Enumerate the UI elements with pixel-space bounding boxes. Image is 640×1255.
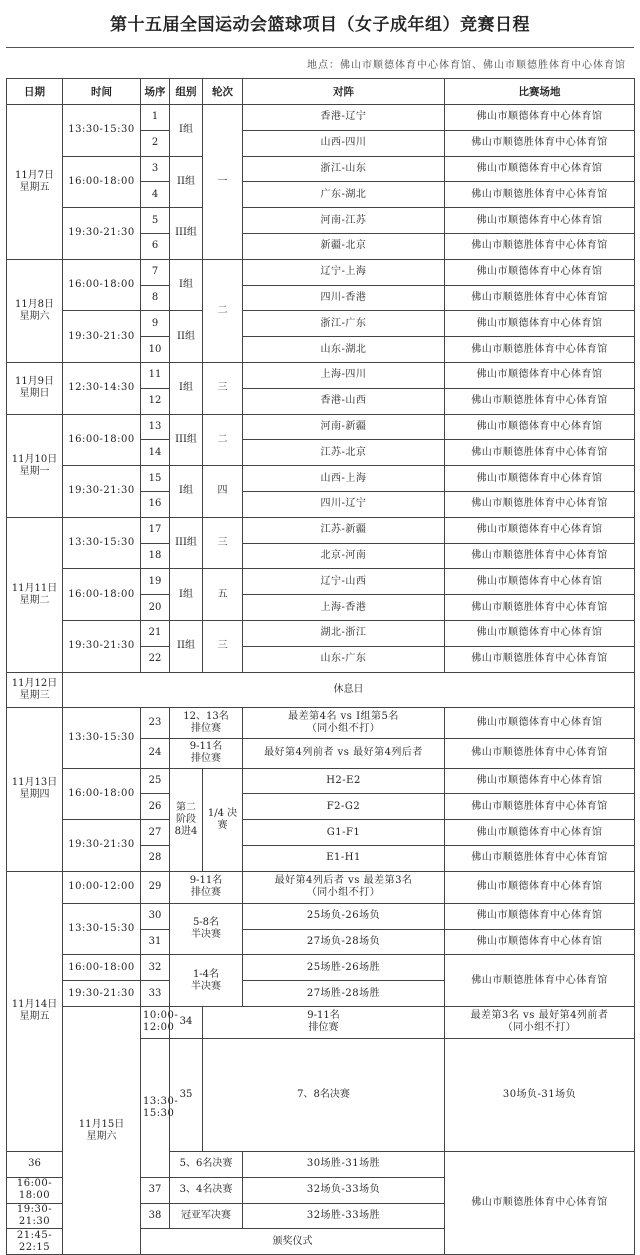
- venue-cell: 佛山市顺德胜体育中心体育馆: [445, 595, 635, 621]
- table-row: [7, 820, 635, 846]
- seq-cell: 19: [141, 569, 170, 595]
- group-cell: I组: [170, 362, 203, 414]
- location-note: 地点：佛山市顺德体育中心体育馆、佛山市顺德胜体育中心体育馆: [307, 60, 626, 71]
- time-cell: 16:00-18:00: [63, 569, 141, 621]
- seq-cell: 4: [141, 182, 170, 208]
- group-cell: I组: [170, 569, 203, 621]
- header-match: 对阵: [243, 79, 445, 105]
- time-cell: 13:30-15:30: [63, 707, 141, 768]
- stage-cell: 冠亚军决赛: [170, 1203, 243, 1229]
- match-cell: 香港-辽宁: [243, 105, 445, 131]
- table-row: [7, 105, 635, 131]
- seq-cell: 13: [141, 414, 170, 440]
- seq-cell: 14: [141, 440, 170, 466]
- venue-cell: 佛山市顺德体育中心体育馆: [445, 517, 635, 543]
- match-cell: 江苏-北京: [243, 440, 445, 466]
- venue-cell: 佛山市顺德胜体育中心体育馆: [445, 182, 635, 208]
- venue-cell: 佛山市顺德体育中心体育馆: [445, 105, 635, 131]
- match-cell: 27场胜-28场胜: [243, 981, 445, 1007]
- match-cell: 32场胜-33场胜: [243, 1203, 445, 1229]
- time-cell: 19:30-21:30: [63, 620, 141, 672]
- venue-cell: 佛山市顺德体育中心体育馆: [445, 414, 635, 440]
- venue-cell: 佛山市顺德体育中心体育馆: [445, 208, 635, 234]
- seq-cell: 15: [141, 466, 170, 492]
- round-cell: 二: [203, 259, 243, 362]
- seq-cell: 38: [141, 1203, 170, 1229]
- seq-cell: 2: [141, 130, 170, 156]
- date-cell: 11月15日 星期六: [63, 1006, 141, 1254]
- page-title: 第十五届全国运动会篮球项目（女子成年组）竞赛日程: [110, 15, 530, 35]
- venue-cell: 佛山市顺德胜体育中心体育馆: [445, 130, 635, 156]
- seq-cell: 27: [141, 820, 170, 846]
- table-row: [7, 156, 635, 182]
- venue-cell: 佛山市顺德胜体育中心体育馆: [445, 233, 635, 259]
- seq-cell: 7: [141, 259, 170, 285]
- venue-cell: 佛山市顺德体育中心体育馆: [445, 259, 635, 285]
- seq-cell: 12: [141, 388, 170, 414]
- venue-cell: 佛山市顺德体育中心体育馆: [445, 871, 635, 903]
- match-cell: 最好第4列后者 vs 最差第3名 （同小组不打）: [243, 871, 445, 903]
- header-group: 组别: [170, 79, 203, 105]
- time-cell: 19:30-21:30: [63, 981, 141, 1007]
- table-row: [7, 871, 635, 903]
- match-cell: 27场负-28场负: [243, 929, 445, 955]
- match-cell: 湖北-浙江: [243, 620, 445, 646]
- match-cell: 四川-香港: [243, 285, 445, 311]
- venue-cell: 佛山市顺德胜体育中心体育馆: [445, 646, 635, 672]
- venue-cell: 佛山市顺德胜体育中心体育馆: [445, 794, 635, 820]
- venue-cell: 佛山市顺德体育中心体育馆: [445, 820, 635, 846]
- stage-cell: 5-8名 半决赛: [170, 903, 243, 955]
- time-cell: 13:30-15:30: [63, 517, 141, 569]
- stage-cell: 3、4名决赛: [170, 1177, 243, 1203]
- group-cell: I组: [170, 105, 203, 157]
- header-date: 日期: [7, 79, 63, 105]
- stage-cell: 5、6名决赛: [170, 1151, 243, 1177]
- seq-cell: 28: [141, 845, 170, 871]
- match-cell: 河南-江苏: [243, 208, 445, 234]
- venue-cell: 佛山市顺德体育中心体育馆: [445, 156, 635, 182]
- match-cell: 最差第4名 vs I组第5名 （同小组不打）: [243, 707, 445, 738]
- time-cell: 19:30-21:30: [63, 311, 141, 363]
- match-cell: 30场胜-31场胜: [243, 1151, 445, 1177]
- time-cell: 10:00-12:00: [63, 871, 141, 903]
- round-cell: 三: [203, 620, 243, 672]
- match-cell: 32场负-33场负: [243, 1177, 445, 1203]
- match-cell: F2-G2: [243, 794, 445, 820]
- venue-cell: 佛山市顺德体育中心体育馆: [445, 903, 635, 929]
- ceremony-cell: 颁奖仪式: [141, 1229, 445, 1255]
- stage-cell: 12、13名 排位赛: [170, 707, 243, 738]
- time-cell: 19:30-21:30: [7, 1203, 63, 1229]
- seq-cell: 10: [141, 337, 170, 363]
- table-row: [7, 1006, 635, 1038]
- date-cell: 11月14日 星期五: [7, 871, 63, 1151]
- table-row: [7, 620, 635, 646]
- table-row: [7, 259, 635, 285]
- venue-cell: 佛山市顺德体育中心体育馆: [445, 768, 635, 794]
- table-row: [7, 414, 635, 440]
- match-cell: 30场负-31场负: [445, 1038, 635, 1151]
- round-cell: 三: [203, 517, 243, 569]
- divider: [6, 47, 634, 48]
- match-cell: 最差第3名 vs 最好第4列前者 （同小组不打）: [445, 1006, 635, 1038]
- match-cell: 北京-河南: [243, 543, 445, 569]
- seq-cell: 33: [141, 981, 170, 1007]
- match-cell: 辽宁-上海: [243, 259, 445, 285]
- match-cell: 四川-辽宁: [243, 491, 445, 517]
- venue-cell: 佛山市顺德胜体育中心体育馆: [445, 491, 635, 517]
- table-row: [7, 517, 635, 543]
- match-cell: 山东-湖北: [243, 337, 445, 363]
- time-cell: 16:00-18:00: [63, 156, 141, 208]
- group-cell: II组: [170, 311, 203, 363]
- seq-cell: 16: [141, 491, 170, 517]
- round-cell: 1/4 决 赛: [203, 768, 243, 871]
- group-cell: I组: [170, 259, 203, 311]
- seq-cell: 5: [141, 208, 170, 234]
- venue-cell: 佛山市顺德体育中心体育馆: [445, 311, 635, 337]
- match-cell: 山西-四川: [243, 130, 445, 156]
- time-cell: 19:30-21:30: [63, 820, 141, 872]
- schedule-table: [6, 78, 635, 1255]
- seq-cell: 21: [141, 620, 170, 646]
- date-cell: 11月13日 星期四: [7, 707, 63, 871]
- table-row: [7, 955, 635, 981]
- match-cell: 上海-香港: [243, 595, 445, 621]
- venue-cell: 佛山市顺德胜体育中心体育馆: [445, 285, 635, 311]
- time-cell: 16:00-18:00: [63, 768, 141, 820]
- venue-cell: 佛山市顺德胜体育中心体育馆: [445, 738, 635, 768]
- time-cell: 10:00-12:00: [141, 1006, 170, 1038]
- stage-cell: 9-11名 排位赛: [170, 871, 243, 903]
- table-row: [7, 311, 635, 337]
- venue-cell: 佛山市顺德胜体育中心体育馆: [445, 845, 635, 871]
- seq-cell: 32: [141, 955, 170, 981]
- seq-cell: 20: [141, 595, 170, 621]
- match-cell: 最好第4列前者 vs 最好第4列后者: [243, 738, 445, 768]
- table-row: [7, 768, 635, 794]
- date-cell: 11月8日 星期六: [7, 259, 63, 362]
- round-cell: 一: [203, 105, 243, 260]
- venue-cell: 佛山市顺德胜体育中心体育馆: [445, 955, 635, 1007]
- group-cell: II组: [170, 156, 203, 208]
- match-cell: E1-H1: [243, 845, 445, 871]
- header-seq: 场序: [141, 79, 170, 105]
- venue-cell: 佛山市顺德体育中心体育馆: [445, 620, 635, 646]
- seq-cell: 8: [141, 285, 170, 311]
- venue-cell: 佛山市顺德胜体育中心体育馆: [445, 388, 635, 414]
- time-cell: 12:30-14:30: [63, 362, 141, 414]
- time-cell: 21:45-22:15: [7, 1229, 63, 1255]
- round-cell: 二: [203, 414, 243, 466]
- time-cell: 13:30-15:30: [63, 903, 141, 955]
- table-row: [7, 208, 635, 234]
- venue-cell: 佛山市顺德体育中心体育馆: [445, 569, 635, 595]
- seq-cell: 6: [141, 233, 170, 259]
- stage-cell: 7、8名决赛: [203, 1038, 445, 1151]
- match-cell: 新疆-北京: [243, 233, 445, 259]
- seq-cell: 26: [141, 794, 170, 820]
- venue-cell: 佛山市顺德胜体育中心体育馆: [445, 337, 635, 363]
- seq-cell: 1: [141, 105, 170, 131]
- seq-cell: 25: [141, 768, 170, 794]
- seq-cell: 23: [141, 707, 170, 738]
- date-cell: 11月7日 星期五: [7, 105, 63, 260]
- seq-cell: 22: [141, 646, 170, 672]
- stage-cell: 第二 阶段 8进4: [170, 768, 203, 871]
- match-cell: 25场胜-26场胜: [243, 955, 445, 981]
- group-cell: II组: [170, 620, 203, 672]
- time-cell: 19:30-21:30: [63, 208, 141, 260]
- date-cell: 11月12日 星期三: [7, 672, 63, 707]
- rest-day-cell: 休息日: [63, 672, 635, 707]
- seq-cell: 34: [170, 1006, 203, 1038]
- table-row: [7, 466, 635, 492]
- venue-cell: 佛山市顺德体育中心体育馆: [445, 929, 635, 955]
- venue-cell: 佛山市顺德胜体育中心体育馆: [445, 440, 635, 466]
- venue-cell: 佛山市顺德胜体育中心体育馆: [445, 1151, 635, 1254]
- venue-cell: 佛山市顺德体育中心体育馆: [445, 362, 635, 388]
- match-cell: 浙江-广东: [243, 311, 445, 337]
- table-row: [7, 362, 635, 388]
- time-cell: 19:30-21:30: [63, 466, 141, 518]
- stage-cell: 9-11名 排位赛: [203, 1006, 445, 1038]
- seq-cell: 35: [170, 1038, 203, 1151]
- match-cell: 辽宁-山西: [243, 569, 445, 595]
- time-cell: 13:30-15:30: [63, 105, 141, 157]
- table-row: [7, 672, 635, 707]
- date-cell: 11月9日 星期日: [7, 362, 63, 414]
- group-cell: III组: [170, 208, 203, 260]
- time-cell: 16:00-18:00: [7, 1177, 63, 1203]
- group-cell: I组: [170, 466, 203, 518]
- header-round: 轮次: [203, 79, 243, 105]
- seq-cell: 18: [141, 543, 170, 569]
- stage-cell: 9-11名 排位赛: [170, 738, 243, 768]
- seq-cell: 37: [141, 1177, 170, 1203]
- time-cell: 13:30-15:30: [141, 1038, 170, 1177]
- match-cell: H2-E2: [243, 768, 445, 794]
- match-cell: 江苏-新疆: [243, 517, 445, 543]
- seq-cell: 24: [141, 738, 170, 768]
- header-row: [7, 79, 635, 105]
- group-cell: III组: [170, 517, 203, 569]
- time-cell: 16:00-18:00: [63, 414, 141, 466]
- date-cell: 11月11日 星期二: [7, 517, 63, 672]
- match-cell: G1-F1: [243, 820, 445, 846]
- group-cell: III组: [170, 414, 203, 466]
- time-cell: 16:00-18:00: [63, 259, 141, 311]
- time-cell: 16:00-18:00: [63, 955, 141, 981]
- seq-cell: 31: [141, 929, 170, 955]
- match-cell: 浙江-山东: [243, 156, 445, 182]
- match-cell: 广东-湖北: [243, 182, 445, 208]
- seq-cell: 36: [7, 1151, 63, 1177]
- seq-cell: 3: [141, 156, 170, 182]
- venue-cell: 佛山市顺德体育中心体育馆: [445, 466, 635, 492]
- header-venue: 比赛场地: [445, 79, 635, 105]
- date-cell: 11月10日 星期一: [7, 414, 63, 517]
- seq-cell: 30: [141, 903, 170, 929]
- header-time: 时间: [63, 79, 141, 105]
- match-cell: 25场负-26场负: [243, 903, 445, 929]
- round-cell: 三: [203, 362, 243, 414]
- match-cell: 上海-四川: [243, 362, 445, 388]
- seq-cell: 11: [141, 362, 170, 388]
- match-cell: 山西-上海: [243, 466, 445, 492]
- venue-cell: 佛山市顺德胜体育中心体育馆: [445, 543, 635, 569]
- table-row: [7, 903, 635, 929]
- table-row: [7, 569, 635, 595]
- stage-cell: 1-4名 半决赛: [170, 955, 243, 1007]
- match-cell: 山东-广东: [243, 646, 445, 672]
- seq-cell: 9: [141, 311, 170, 337]
- round-cell: 四: [203, 466, 243, 518]
- seq-cell: 17: [141, 517, 170, 543]
- seq-cell: 29: [141, 871, 170, 903]
- round-cell: 五: [203, 569, 243, 621]
- match-cell: 香港-山西: [243, 388, 445, 414]
- venue-cell: 佛山市顺德体育中心体育馆: [445, 707, 635, 738]
- match-cell: 河南-新疆: [243, 414, 445, 440]
- table-row: [7, 707, 635, 738]
